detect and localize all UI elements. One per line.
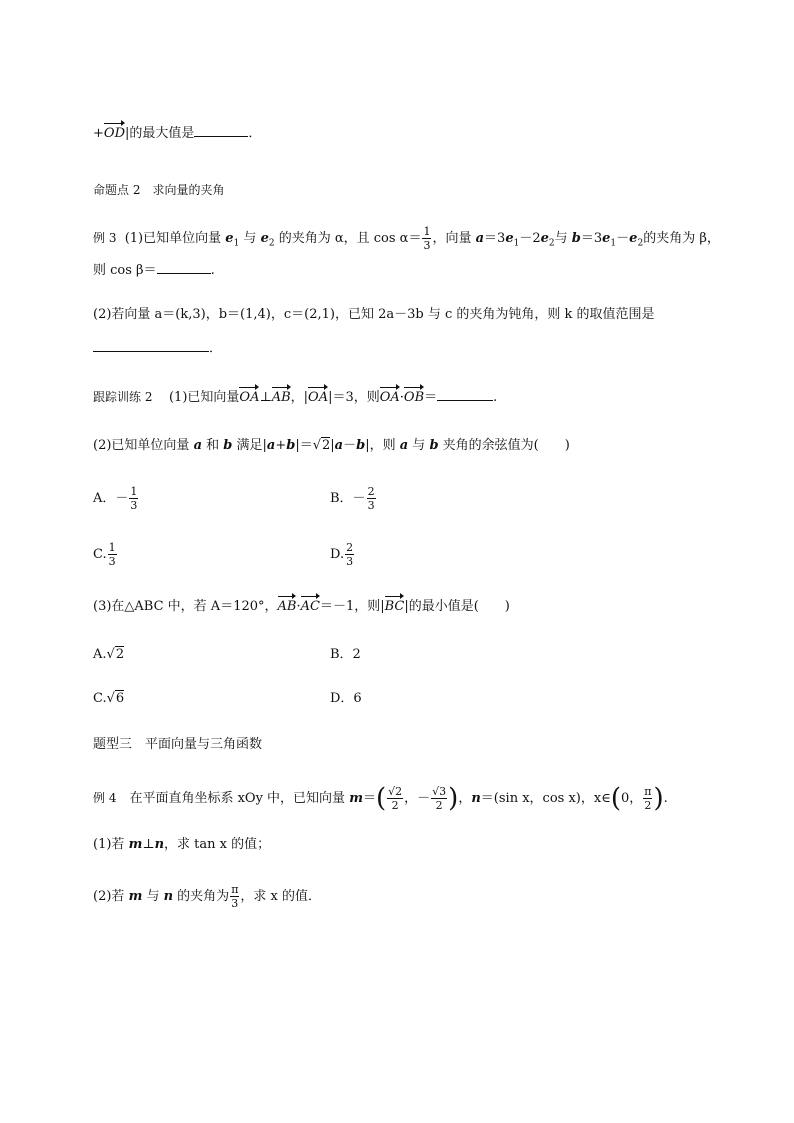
prev-question-tail: +OD|的最大值是 ．: [93, 124, 261, 144]
sqrt: √6: [106, 691, 125, 706]
example-3-part-1: 例 3 (1)已知单位向量 $e_1$ 与 $e_2$ 的夹角为 α，且 cos α＝ $\frac{1}{3}$ ，向量 $a=3e_1-2e_2$与 $b=3e_1-e_2$的夹角为 β，: [93, 225, 720, 252]
vector-bc: BC: [385, 597, 405, 617]
answer-blank: [157, 261, 211, 274]
example-4-part-1: (1)若 m⊥n，求 tan x 的值；: [93, 837, 271, 852]
answer-blank: [194, 124, 248, 137]
answer-blank: [437, 388, 493, 401]
fraction: $\frac{1}{3}$: [130, 485, 138, 512]
tracking-practice-2-q3: (3)在△ABC 中，若 A＝120°，AB·AC＝－1，则|BC|的最小值是( ): [93, 597, 510, 617]
vector-oa: OA: [380, 388, 400, 408]
vector-ac: AC: [301, 597, 320, 617]
answer-blank: [93, 339, 209, 352]
example-3-part-2-blank: ．: [93, 339, 222, 359]
vector-ab: AB: [272, 388, 291, 408]
example-4: 例 4 在平面直角坐标系 xOy 中，已知向量 m＝( $\frac{√2}{2}$ ，－ $\frac{√3}{2}$ )，n＝(sin x，cos x)，x∈(0， $\frac{\pi}{2}$ ).: [93, 783, 668, 814]
fraction: $\frac{\pi}{3}$: [231, 883, 239, 910]
option-a: A．－ $\frac{1}{3}$: [93, 485, 138, 512]
option-b: B．－ $\frac{2}{3}$: [330, 485, 375, 512]
tracking-practice-2-q2: (2)已知单位向量 a 和 b 满足|a+b|＝√2|a－b|，则 a 与 b 夹角的余弦值为( ): [93, 436, 570, 456]
option-d: D．6: [330, 691, 362, 706]
tracking-practice-2-q1: 跟踪训练 2 (1)已知向量OA⊥AB，|OA|＝3，则OA·OB＝ .: [93, 387, 497, 408]
fraction: $\frac{1}{3}$: [423, 225, 431, 252]
vector-oa: OA: [239, 388, 259, 408]
vector-ob: OB: [404, 388, 424, 408]
sqrt: √2: [312, 438, 331, 453]
example-4-part-2: (2)若 m 与 n 的夹角为 $\frac{\pi}{3}$ ，求 x 的值．: [93, 883, 322, 910]
fraction: $\frac{\pi}{2}$: [644, 785, 652, 812]
option-b: B．2: [330, 647, 361, 662]
option-a: A.√2: [93, 645, 124, 665]
fraction: $\frac{1}{3}$: [108, 541, 116, 568]
example-3-part-1-cont: 则 cos β＝ .: [93, 263, 215, 278]
option-c: C.√6: [93, 689, 124, 709]
section-heading: 题型三 平面向量与三角函数: [93, 737, 263, 752]
vector-od: OD: [104, 124, 125, 144]
vector-oa: OA: [308, 388, 328, 408]
fraction: $\frac{√2}{2}$: [388, 785, 403, 812]
sqrt: √2: [106, 647, 125, 662]
vector-ab: AB: [278, 597, 297, 617]
fraction: $\frac{2}{3}$: [346, 541, 354, 568]
example-3-part-2: (2)若向量 a＝(k,3)，b＝(1,4)，c＝(2,1)，已知 2a－3b 与 c 的夹角为钝角，则 k 的取值范围是: [93, 307, 655, 322]
section-heading: 命题点 2 求向量的夹角: [93, 183, 225, 197]
option-c: C. $\frac{1}{3}$: [93, 541, 116, 568]
fraction: $\frac{2}{3}$: [367, 485, 375, 512]
option-d: D. $\frac{2}{3}$: [330, 541, 354, 568]
fraction: $\frac{√3}{2}$: [432, 785, 447, 812]
